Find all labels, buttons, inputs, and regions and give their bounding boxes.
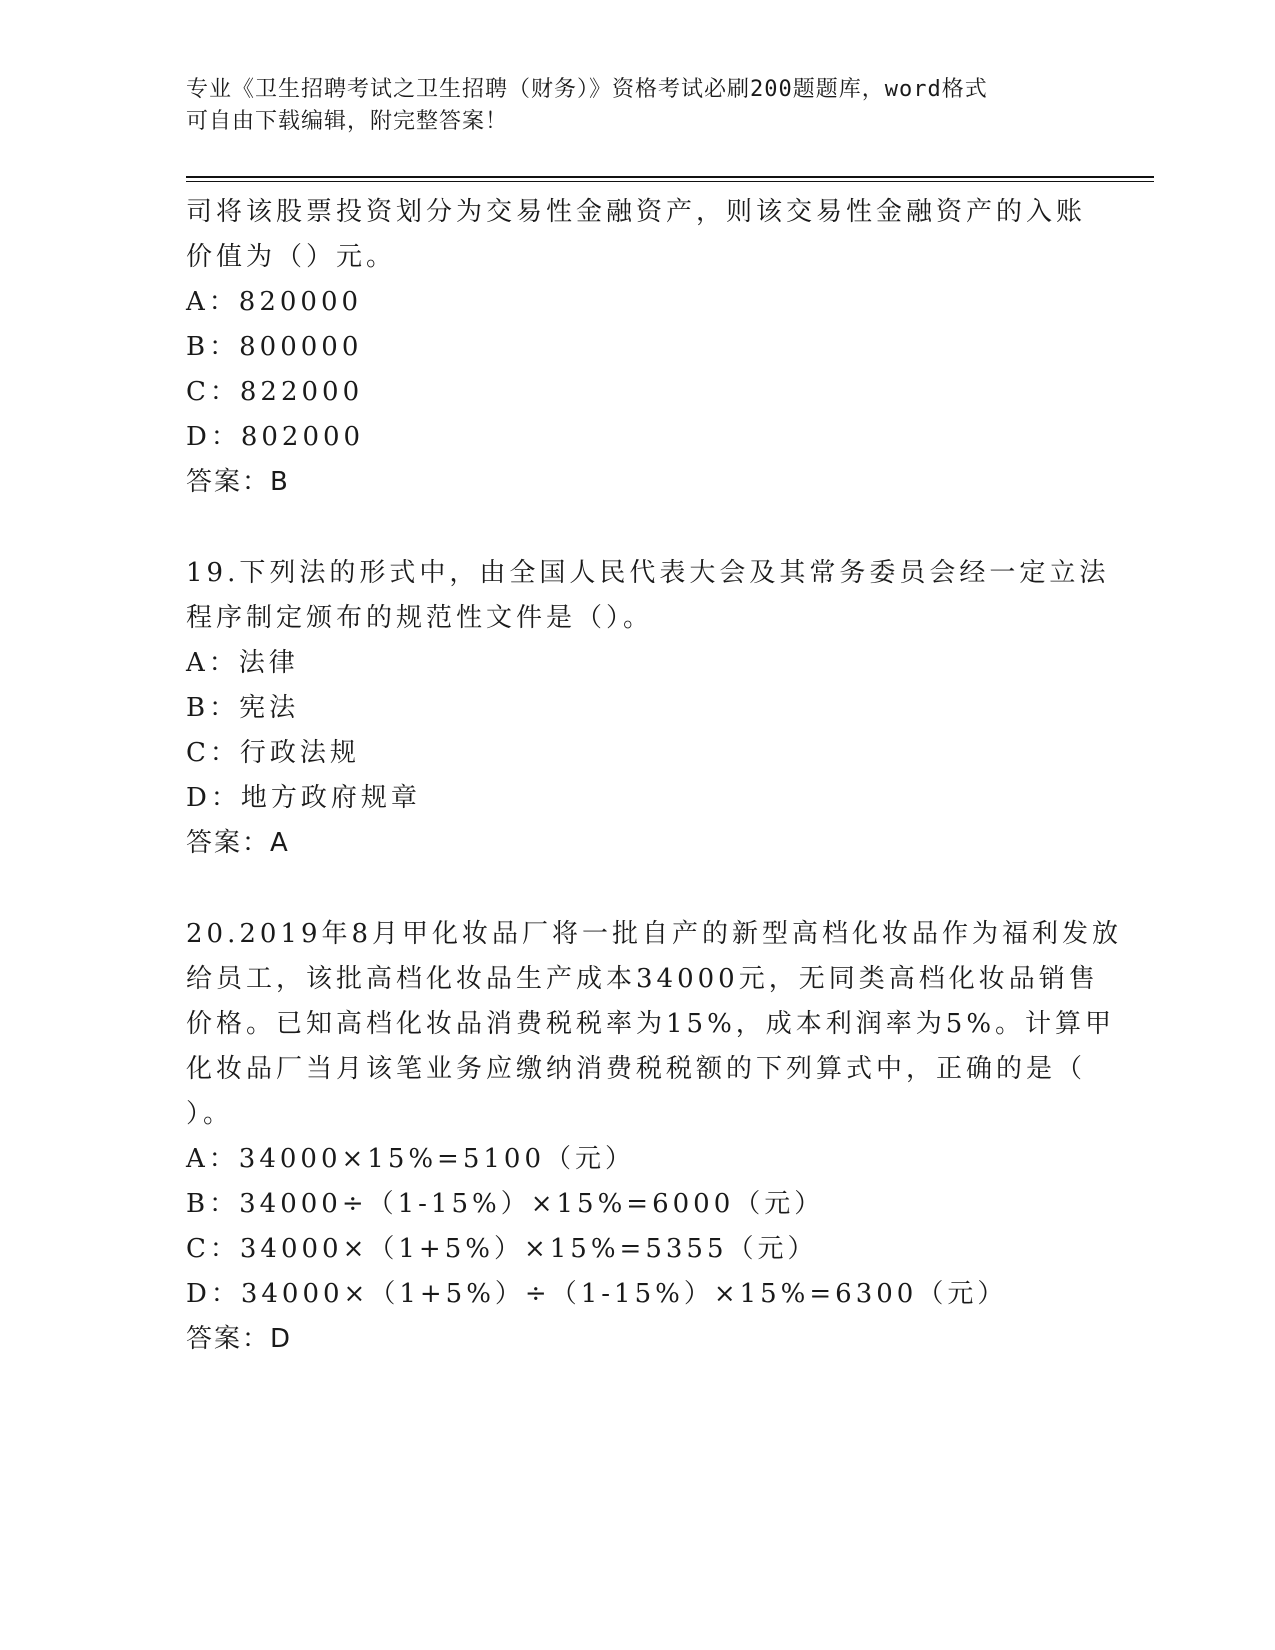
option-c: C：822000 [186, 377, 364, 407]
option-d: D：34000×（1+5%）÷（1-15%）×15%=6300（元） [186, 1279, 1008, 1309]
answer: 答案：B [186, 467, 290, 497]
option-a: A：34000×15%=5100（元） [186, 1144, 636, 1174]
question-20 [186, 912, 1123, 1362]
option-b: B：34000÷（1-15%）×15%=6000（元） [186, 1189, 825, 1219]
header-line-1: 专业《卫生招聘考试之卫生招聘（财务）》资格考试必刷200题题库，word格式 [186, 77, 988, 102]
document-body [186, 190, 1123, 1362]
option-c: C：34000×（1+5%）×15%=5355（元） [186, 1234, 818, 1264]
option-c: C：行政法规 [186, 738, 360, 768]
question-text: 价值为（）元。 [186, 242, 397, 272]
option-a: A：法律 [186, 648, 299, 678]
question-18 [186, 190, 1086, 505]
question-text: 20.2019年8月甲化妆品厂将一批自产的新型高档化妆品作为福利发放 [186, 919, 1123, 949]
option-b: B：800000 [186, 332, 363, 362]
answer: 答案：D [186, 1324, 293, 1354]
option-a: A：820000 [186, 287, 363, 317]
answer: 答案：A [186, 828, 290, 858]
option-d: D：地方政府规章 [186, 783, 421, 813]
question-text: 价格。已知高档化妆品消费税税率为15%，成本利润率为5%。计算甲 [186, 1009, 1116, 1039]
question-text: 程序制定颁布的规范性文件是（）。 [186, 603, 654, 633]
page-header [186, 74, 1086, 138]
question-text: ）。 [186, 1099, 234, 1129]
header-divider [186, 176, 1154, 182]
question-text: 19.下列法的形式中，由全国人民代表大会及其常务委员会经一定立法 [186, 558, 1110, 588]
question-text: 化妆品厂当月该笔业务应缴纳消费税税额的下列算式中，正确的是（ [186, 1054, 1087, 1084]
option-b: B：宪法 [186, 693, 300, 723]
question-19 [186, 551, 1110, 866]
question-text: 给员工，该批高档化妆品生产成本34000元，无同类高档化妆品销售 [186, 964, 1099, 994]
spacer [186, 505, 1086, 551]
option-d: D：802000 [186, 422, 365, 452]
question-text: 司将该股票投资划分为交易性金融资产，则该交易性金融资产的入账 [186, 197, 1087, 227]
spacer [186, 866, 1086, 912]
header-line-2: 可自由下载编辑，附完整答案！ [186, 109, 509, 134]
